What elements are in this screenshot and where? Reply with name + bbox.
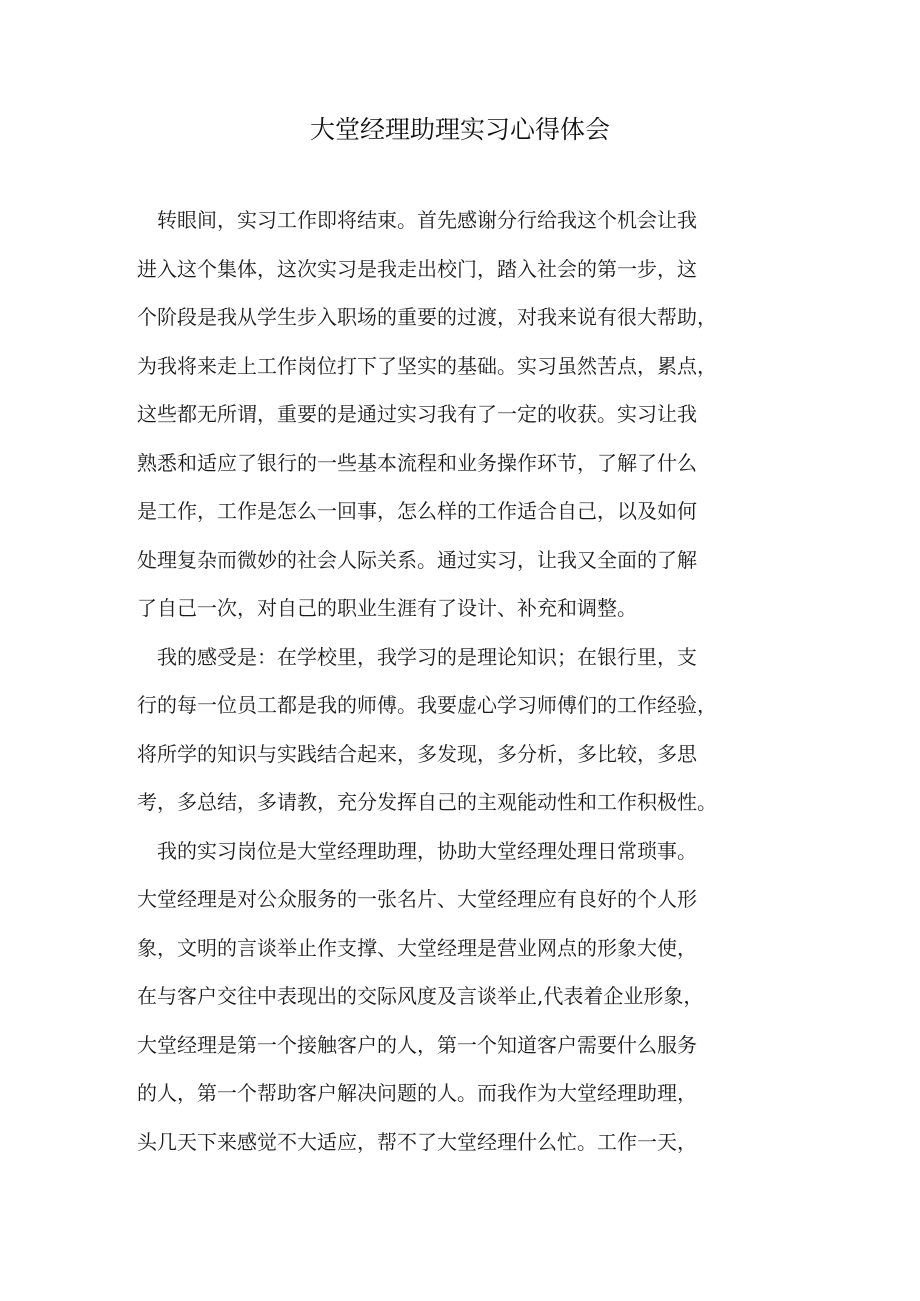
document-body	[137, 203, 777, 1173]
body-line: 头几天下来感觉不大适应，帮不了大堂经理什么忙。工作一天，	[137, 1129, 697, 1154]
body-line: 将所学的知识与实践结合起来，多发现，多分析，多比较，多思	[137, 741, 697, 766]
document-title: 大堂经理助理实习心得体会	[309, 115, 610, 144]
body-line: 我的感受是：在学校里，我学习的是理论知识；在银行里，支	[137, 644, 697, 669]
body-line: 大堂经理是对公众服务的一张名片、大堂经理应有良好的个人形	[137, 887, 697, 911]
body-line: 进入这个集体，这次实习是我走出校门，踏入社会的第一步，这	[137, 256, 697, 281]
body-line: 转眼间，实习工作即将结束。首先感谢分行给我这个机会让我	[137, 208, 697, 232]
body-line: 的人，第一个帮助客户解决问题的人。而我作为大堂经理助理，	[137, 1081, 697, 1105]
body-line: 象，文明的言谈举止作支撑、大堂经理是营业网点的形象大使，	[137, 935, 697, 960]
body-line: 我的实习岗位是大堂经理助理，协助大堂经理处理日常琐事。	[137, 838, 697, 863]
body-line: 为我将来走上工作岗位打下了坚实的基础。实习虽然苦点，累点，	[137, 353, 717, 378]
body-line: 这些都无所谓，重要的是通过实习我有了一定的收获。实习让我	[137, 402, 697, 426]
body-line: 是工作，工作是怎么一回事，怎么样的工作适合自己，以及如何	[137, 499, 697, 523]
body-line: 考，多总结，多请教，充分发挥自己的主观能动性和工作积极性。	[137, 790, 717, 814]
body-line: 大堂经理是第一个接触客户的人，第一个知道客户需要什么服务	[137, 1032, 697, 1057]
body-line: 了自己一次，对自己的职业生涯有了设计、补充和调整。	[137, 596, 637, 620]
body-line: 熟悉和适应了银行的一些基本流程和业务操作环节，了解了什么	[137, 450, 697, 475]
body-line: 处理复杂而微妙的社会人际关系。通过实习，让我又全面的了解	[137, 547, 697, 572]
body-line: 行的每一位员工都是我的师傅。我要虚心学习师傅们的工作经验，	[137, 693, 717, 717]
body-line: 在与客户交往中表现出的交际风度及言谈举止,代表着企业形象，	[137, 984, 704, 1008]
body-line: 个阶段是我从学生步入职场的重要的过渡，对我来说有很大帮助，	[137, 305, 717, 329]
